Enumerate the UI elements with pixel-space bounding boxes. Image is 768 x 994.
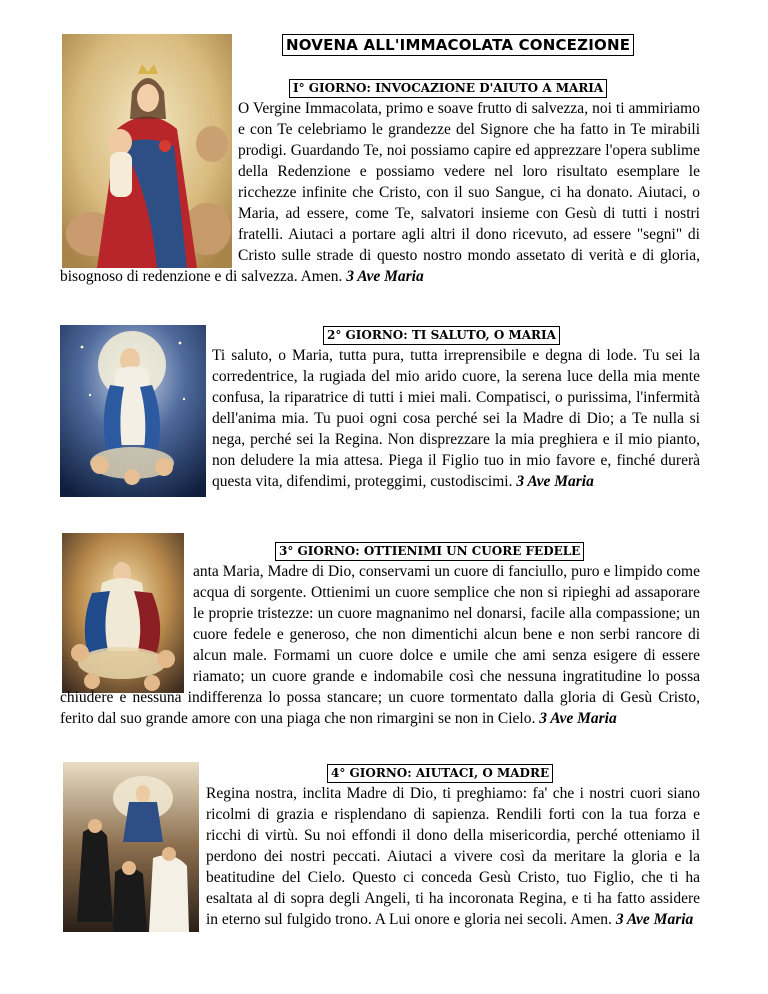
day-3-closing: 3 Ave Maria <box>539 710 617 727</box>
day-2-prayer: Ti saluto, o Maria, tutta pura, tutta irreprensibile e degna di lode. Tu sei la corredentrice, la rugiada del mio arido cuore, la serena luce della mia mente confusa, la riparatrice di tutti i miei mali. Compatisci, o purissima, l'infermità dell'anima mia. Tu puoi ogni cosa perché sei la Madre di Dio; a Te nulla si nega, perché sei la Regina. Non disprezzare la mia preghiera e il mio pianto, non deludere la mia attesa. Piega il Figlio tuo in mio favore e, finché durerà questa vita, difendimi, proteggimi, custodiscimi. 3 Ave Maria <box>212 347 700 490</box>
day-4-closing: 3 Ave Maria <box>615 911 694 928</box>
day-4-heading: 4° GIORNO: AIUTACI, O MADRE <box>327 764 553 783</box>
day-1-heading: I° GIORNO: INVOCAZIONE D'AIUTO A MARIA <box>289 79 607 98</box>
day-2-closing: 3 Ave Maria <box>516 473 594 490</box>
day-2-heading: 2° GIORNO: TI SALUTO, O MARIA <box>323 326 560 345</box>
page-title: NOVENA ALL'IMMACOLATA CONCEZIONE <box>282 34 634 56</box>
day-4-prayer: Regina nostra, inclita Madre di Dio, ti preghiamo: fa' che i nostri cuori siano ricolmi di grazia e risplendano di sapienza. Rendili forti con la tua forza e ricchi di virtù. Su noi effondi il dono della misericordia, perché otteniamo il perdono dei nostri peccati. Aiutaci a vivere così da meritare la gloria e la beatitudine del Cielo. Questo ci conceda Gesù Cristo, tuo Figlio, che ti ha esaltata al di sopra degli Angeli, ti ha incoronata Regina, e ti ha fatto assidere in eterno sul fulgido trono. A Lui onore e gloria nei secoli. Amen. 3 Ave Maria <box>206 785 700 928</box>
day-1-prayer: O Vergine Immacolata, primo e soave frutto di salvezza, noi ti ammiriamo e con Te celebriamo le grandezze del Signore che ha fatto in Te mirabili prodigi. Guardando Te, noi possiamo capire ed apprezzare l'opera sublime della Redenzione e possiamo vedere nel loro risultato esemplare le ricchezze infinite che Cristo, con il suo Sangue, ci ha donato. Aiutaci, o Maria, ad essere, come Te, salvatori insieme con Gesù di tutti i nostri fratelli. Aiutaci a portare agli altri il dono ricevuto, ad essere "segni" di Cristo sulle strade di questo nostro mondo assetato di verità e di gloria, bisognoso di redenzione e di salvezza. Amen. 3 Ave Maria <box>60 100 700 285</box>
day-1-closing: 3 Ave Maria <box>346 268 424 285</box>
day-3-prayer: anta Maria, Madre di Dio, conservami un cuore di fanciullo, puro e limpido come acqua di sorgente. Ottienimi un cuore semplice che non si ripieghi ad assaporare le proprie tristezze: un cuore magnanimo nel donarsi, facile alla compassione; un cuore fedele e generoso, che non dimentichi alcun bene e non serbi rancore di alcun male. Formami un cuore dolce e umile che ami senza esigere di essere riamato; un cuore grande e indomabile così che nessuna ingratitudine lo possa chiudere e nessuna indifferenza lo possa stancare; un cuore tormentato dalla gloria di Gesù Cristo, ferito dal suo grande amore con una piaga che non rimargini se non in Cielo. 3 Ave Maria <box>60 563 700 727</box>
day-3-heading: 3° GIORNO: OTTIENIMI UN CUORE FEDELE <box>275 542 584 561</box>
